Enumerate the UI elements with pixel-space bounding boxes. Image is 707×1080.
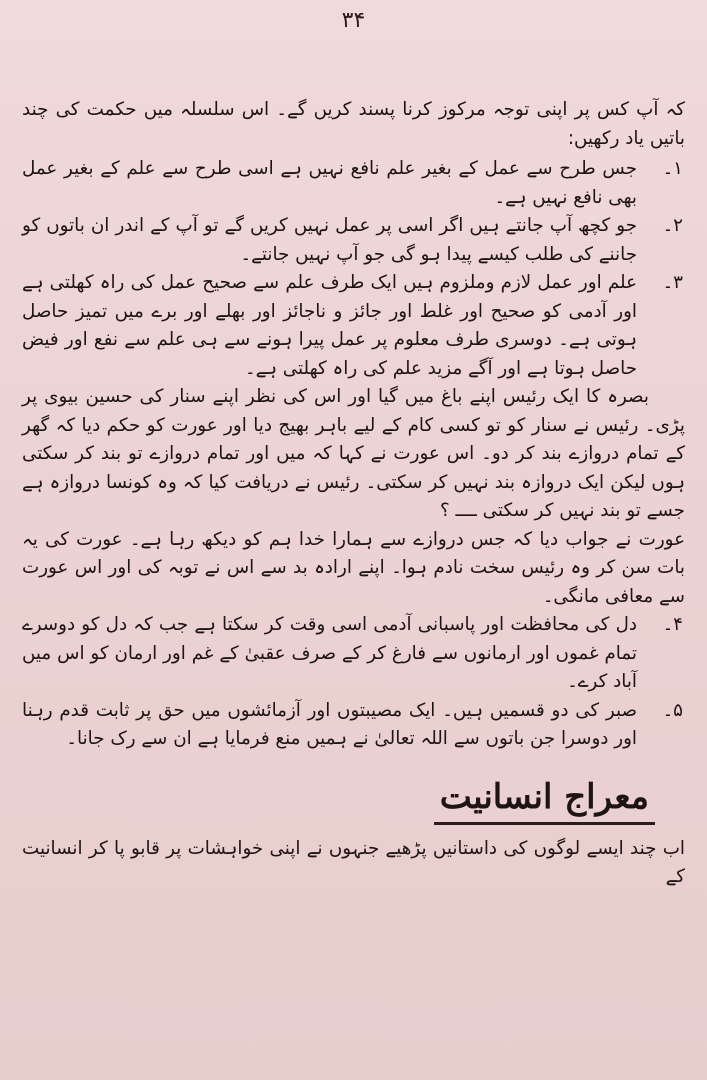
list-item-text: علم اور عمل لازم وملزوم ہیں ایک طرف علم سے صحیح عمل کی راہ کھلتی ہے اور آدمی کو صحیح اور غلط اور جائز و ناجائز اور بھلے اور برے میں تمیز حاصل ہوتی ہے۔ دوسری طرف معلوم پر عمل پیرا ہونے سے ہی علم سے نفع اور فیض حاصل ہوتا ہے اور آگے مزید علم کی راہ کھلتی ہے۔ xyxy=(22,272,637,379)
list-item-number: ۵۔ xyxy=(662,699,683,721)
list-item-number: ۱۔ xyxy=(662,158,683,179)
list-item-text: جو کچھ آپ جانتے ہیں اگر اسی پر عمل نہیں کریں گے تو آپ کے اندر ان باتوں کو جاننے کی طلب کیسے پیدا ہو گی جو آپ نہیں جانتے۔ xyxy=(22,215,637,265)
story-continuation: عورت نے جواب دیا کہ جس دروازے سے ہمارا خدا ہم کو دیکھ رہا ہے۔ عورت کی یہ بات سن کر وہ رئیس سخت نادم ہوا۔ اپنے ارادہ بد سے اس نے توبہ کی اور اس عورت سے معافی مانگی۔ xyxy=(22,528,685,607)
list-item-text: دل کی محافظت اور پاسبانی آدمی اسی وقت کر سکتا ہے جب کہ دل کو دوسرے تمام غموں اور ارمانوں سے فارغ کر کے صرف عقبیٰ کے غم اور ارمان کو اس میں آباد کرے۔ xyxy=(22,614,637,692)
section-heading-wrap xyxy=(22,774,685,825)
list-item xyxy=(22,697,685,754)
list-item-number: ۴۔ xyxy=(662,614,683,635)
list-item-number: ۳۔ xyxy=(662,272,683,293)
closing-paragraph: اب چند ایسے لوگوں کی داستانیں پڑھیے جنہوں نے اپنی خواہشات پر قابو پا کر انسانیت کے xyxy=(22,837,685,887)
list-item xyxy=(22,155,685,212)
list-item-number: ۲۔ xyxy=(662,215,683,236)
section-heading: معراج انسانیت xyxy=(434,774,655,825)
page-number: ۳۴ xyxy=(341,8,366,33)
story-paragraph: بصرہ کا ایک رئیس اپنے باغ میں گیا اور اس کی نظر اپنے سنار کی حسین بیوی پر پڑی۔ رئیس نے سنار کو تو کسی کام کے لیے باہر بھیج دیا اور عورت کو حکم دیا کہ گھر کے تمام دروازے بند کر دو۔ اس عورت نے کہا کہ میں اور تمام دروازے تو بند کر سکتی ہوں لیکن ایک دروازہ بند نہیں کر سکتی۔ رئیس نے دریافت کیا کہ وہ کونسا دروازہ ہے جسے تو بند نہیں کر سکتی ــــ ؟ xyxy=(22,386,685,521)
list-item xyxy=(22,611,685,697)
page-content xyxy=(22,96,685,892)
list-item xyxy=(22,269,685,383)
intro-paragraph: کہ آپ کس پر اپنی توجہ مرکوز کرنا پسند کریں گے۔ اس سلسلہ میں حکمت کی چند باتیں یاد رکھیں: xyxy=(22,99,685,149)
list-item-text: جس طرح سے عمل کے بغیر علم نافع نہیں ہے اسی طرح سے علم کے بغیر عمل بھی نافع نہیں ہے۔ xyxy=(22,158,637,208)
list-item xyxy=(22,212,685,269)
list-item-text: صبر کی دو قسمیں ہیں۔ ایک مصیبتوں اور آزمائشوں میں حق پر ثابت قدم رہنا اور دوسرا جن باتوں سے اللہ تعالیٰ نے ہمیں منع فرمایا ہے ان سے رک جانا۔ xyxy=(22,699,637,749)
